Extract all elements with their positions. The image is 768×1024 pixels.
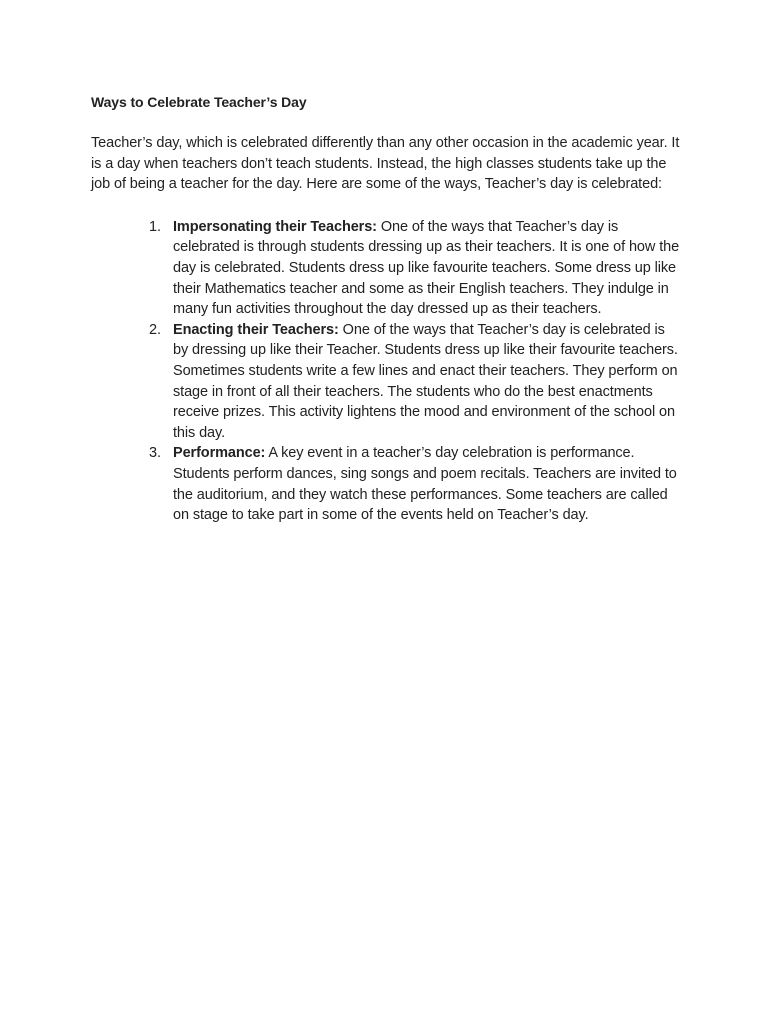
list-item-term: Enacting their Teachers:: [173, 321, 339, 338]
document-page: [91, 92, 683, 526]
document-title: Ways to Celebrate Teacher’s Day: [91, 94, 307, 110]
intro-paragraph: Teacher’s day, which is celebrated differently than any other occasion in the academic year. It is a day when teachers don’t teach students. Instead, the high classes students take up the job of being a teacher for the day. Here are some of the ways, Teacher’s day is celebrated:: [91, 135, 680, 193]
list-item-number: 2.: [149, 321, 161, 338]
list-item: [149, 217, 683, 320]
numbered-list: [91, 217, 683, 526]
list-item: [149, 443, 683, 525]
list-item: [149, 320, 683, 444]
list-item-number: 1.: [149, 218, 161, 235]
list-item-term: Impersonating their Teachers:: [173, 218, 377, 235]
list-item-text: A key event in a teacher’s day celebration is performance. Students perform dances, sing songs and poem recitals. Teachers are invited to the auditorium, and they watch these performances. Some teachers are called on stage to take part in some of the events held on Teacher’s day.: [173, 445, 677, 524]
list-item-text: One of the ways that Teacher’s day is celebrated is through students dressing up as their teachers. It is one of how the day is celebrated. Students dress up like favourite teachers. Some dress up like their Mathematics teacher and some as their English teachers. They indulge in many fun activities throughout the day dressed up as their teachers.: [173, 218, 680, 318]
list-item-term: Performance:: [173, 445, 266, 462]
list-item-text: One of the ways that Teacher’s day is celebrated is by dressing up like their Teacher. Students dress up like their favourite teachers. Sometimes students write a few lines and enact their teachers. They perform on stage in front of all their teachers. The students who do the best enactments receive prizes. This activity lightens the mood and environment of the school on this day.: [173, 321, 678, 441]
list-item-number: 3.: [149, 445, 161, 462]
